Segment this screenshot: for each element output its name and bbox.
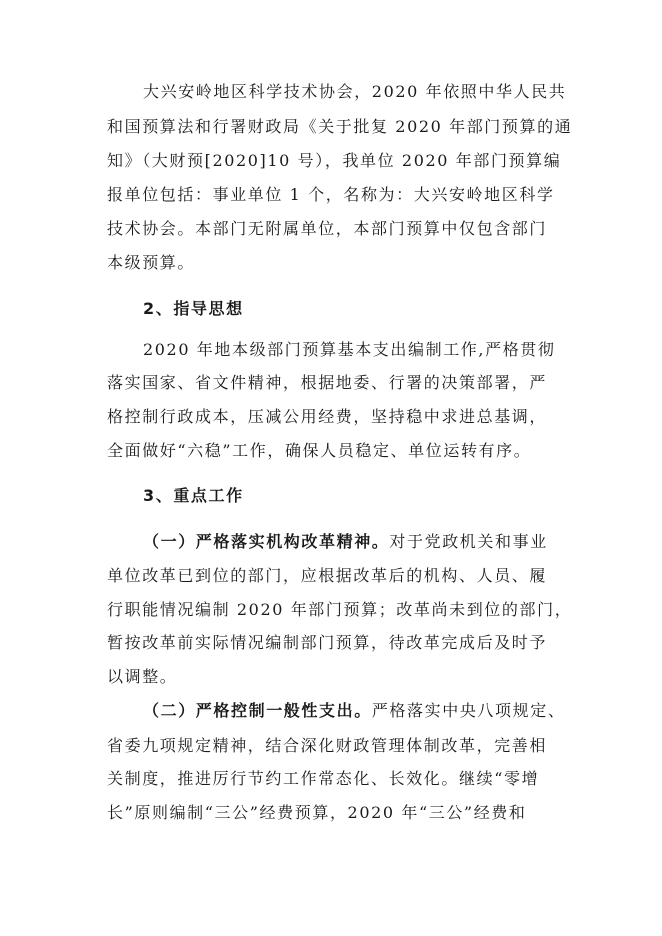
- section-heading: 2、指导思想: [143, 299, 244, 318]
- text-line: 以调整。: [107, 667, 178, 686]
- text-line: 和国预算法和行署财政局《关于批复 2020 年部门预算的通: [107, 117, 573, 136]
- text-line: [143, 532, 548, 552]
- text-line: [143, 701, 565, 721]
- text-line: 2020 年地本级部门预算基本支出编制工作,严格贯彻: [143, 340, 556, 359]
- text-line: 本级预算。: [107, 253, 196, 272]
- text-line: 单位改革已到位的部门，应根据改革后的机构、人员、履: [107, 566, 548, 585]
- item-title: （二）严格控制一般性支出。: [143, 701, 372, 720]
- text-line: 技术协会。本部门无附属单位，本部门预算中仅包含部门: [107, 219, 548, 238]
- text-line: 关制度，推进厉行节约工作常态化、长效化。继续“零增: [107, 769, 540, 788]
- section-heading: 3、重点工作: [143, 486, 244, 505]
- item-text: 严格落实中央八项规定、: [371, 701, 566, 720]
- item-text: 对于党政机关和事业: [389, 532, 548, 551]
- text-line: 格控制行政成本，压减公用经费，坚持稳中求进总基调，: [107, 407, 548, 426]
- text-line: 大兴安岭地区科学技术协会，2020 年依照中华人民共: [143, 82, 567, 101]
- text-line: 落实国家、省文件精神，根据地委、行署的决策部署，严: [107, 373, 548, 392]
- text-line: 报单位包括：事业单位 1 个，名称为：大兴安岭地区科学: [107, 185, 555, 204]
- text-line: 全面做好“六稳”工作，确保人员稳定、单位运转有序。: [107, 441, 532, 460]
- text-line: 行职能情况编制 2020 年部门预算；改革尚未到位的部门，: [107, 600, 573, 619]
- text-line: 长”原则编制“三公”经费预算，2020 年“三公”经费和: [107, 803, 527, 822]
- text-line: 省委九项规定精神，结合深化财政管理体制改革，完善相: [107, 736, 548, 755]
- text-line: 知》（大财预[2020]10 号），我单位 2020 年部门预算编: [107, 151, 562, 170]
- item-title: （一）严格落实机构改革精神。: [143, 532, 390, 551]
- text-line: 暂按改革前实际情况编制部门预算，待改革完成后及时予: [107, 633, 548, 652]
